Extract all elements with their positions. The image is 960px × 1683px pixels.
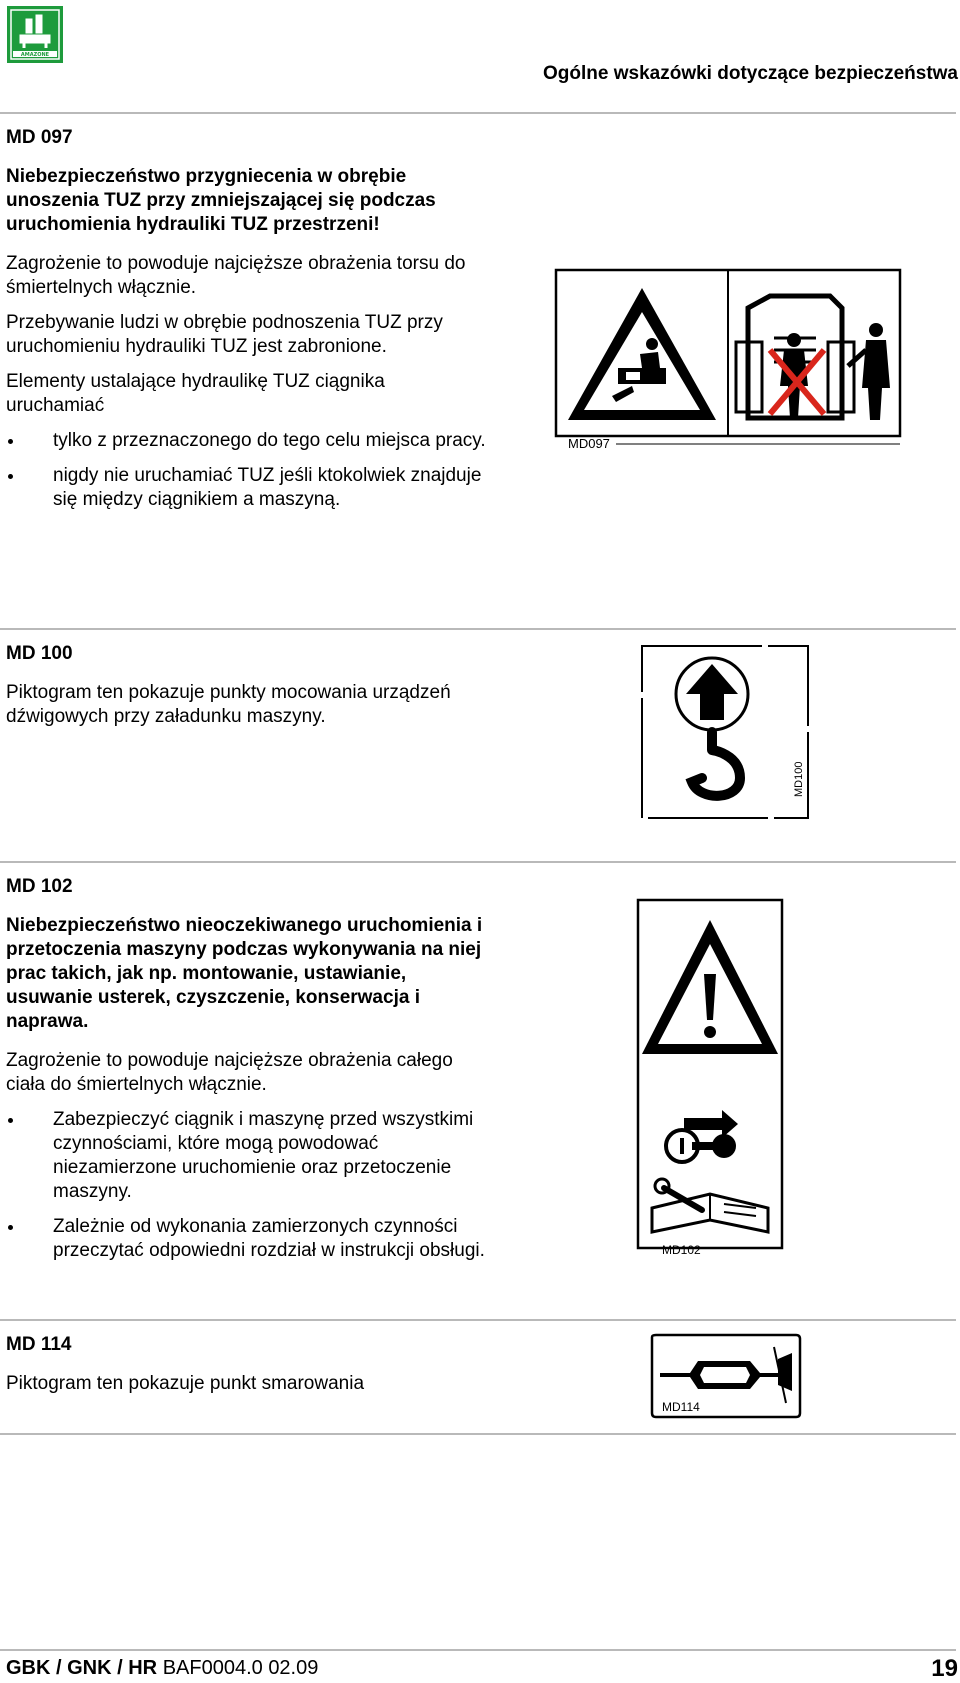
md114-pictogram [646, 1333, 804, 1419]
bullet-list [6, 429, 486, 512]
danger-statement: Niebezpieczeństwo nieoczekiwanego uruchomienia i przetoczenia maszyny podczas wykonywania na niej prac takich, jak np. montowanie, ustawianie, usuwanie usterek, czyszczenie, konserwacja i naprawa. [6, 915, 483, 1032]
paragraph: Zagrożenie to powoduje najcięższe obrażenia torsu do śmiertelnych włącznie. [6, 253, 466, 298]
bullet-list [6, 1108, 486, 1263]
md097-pictogram [548, 268, 906, 454]
section-divider [0, 1433, 956, 1435]
amazone-logo [7, 6, 63, 63]
section-md100 [6, 642, 486, 740]
paragraph: Piktogram ten pokazuje punkty mocowania urządzeń dźwigowych przy załadunku maszyny. [6, 682, 451, 727]
section-title: MD 100 [6, 643, 73, 664]
pictogram-label: MD102 [662, 1243, 701, 1257]
page-header-title: Ogólne wskazówki dotyczące bezpieczeństwa [543, 63, 958, 84]
section-title: MD 102 [6, 876, 73, 897]
header-divider [0, 112, 956, 114]
danger-statement: Niebezpieczeństwo przygniecenia w obrębie unoszenia TUZ przy zmniejszającej się podczas uruchomienia hydrauliki TUZ przestrzeni! [6, 166, 436, 235]
section-md114 [6, 1333, 486, 1407]
footer-doc-info [6, 1657, 318, 1680]
footer-models: GBK / GNK / HR [6, 1657, 158, 1679]
section-divider [0, 1319, 956, 1321]
pictogram-label: MD097 [568, 436, 610, 451]
section-md097 [6, 126, 486, 523]
paragraph: Przebywanie ludzi w obrębie podnoszenia TUZ przy uruchomieniu hydrauliki TUZ jest zabronione. [6, 312, 443, 357]
logo-text: AMAZONE [20, 52, 50, 58]
section-title: MD 097 [6, 127, 73, 148]
md102-pictogram [632, 898, 788, 1260]
paragraph: Elementy ustalające hydraulikę TUZ ciągnika uruchamiać [6, 371, 385, 416]
list-item: Zabezpieczyć ciągnik i maszynę przed wszystkimi czynnościami, które mogą powodować niezamierzone uruchomienie oraz przetoczenie maszyny. [6, 1108, 486, 1204]
page-number: 19 [931, 1655, 958, 1682]
paragraph: Zagrożenie to powoduje najcięższe obrażenia całego ciała do śmiertelnych włącznie. [6, 1050, 453, 1095]
footer-divider [0, 1649, 956, 1651]
section-md102 [6, 875, 486, 1274]
footer-doc-code: BAF0004.0 02.09 [162, 1657, 319, 1679]
list-item: tylko z przeznaczonego do tego celu miejsca pracy. [6, 429, 486, 453]
pictogram-label: MD100 [793, 761, 805, 797]
paragraph: Piktogram ten pokazuje punkt smarowania [6, 1373, 365, 1394]
pictogram-label: MD114 [662, 1400, 700, 1414]
section-divider [0, 628, 956, 630]
list-item: Zależnie od wykonania zamierzonych czynności przeczytać odpowiedni rozdział w instrukcji obsługi. [6, 1215, 486, 1263]
list-item: nigdy nie uruchamiać TUZ jeśli ktokolwiek znajduje się między ciągnikiem a maszyną. [6, 464, 486, 512]
section-divider [0, 861, 956, 863]
md100-pictogram [636, 642, 816, 822]
section-title: MD 114 [6, 1334, 72, 1355]
